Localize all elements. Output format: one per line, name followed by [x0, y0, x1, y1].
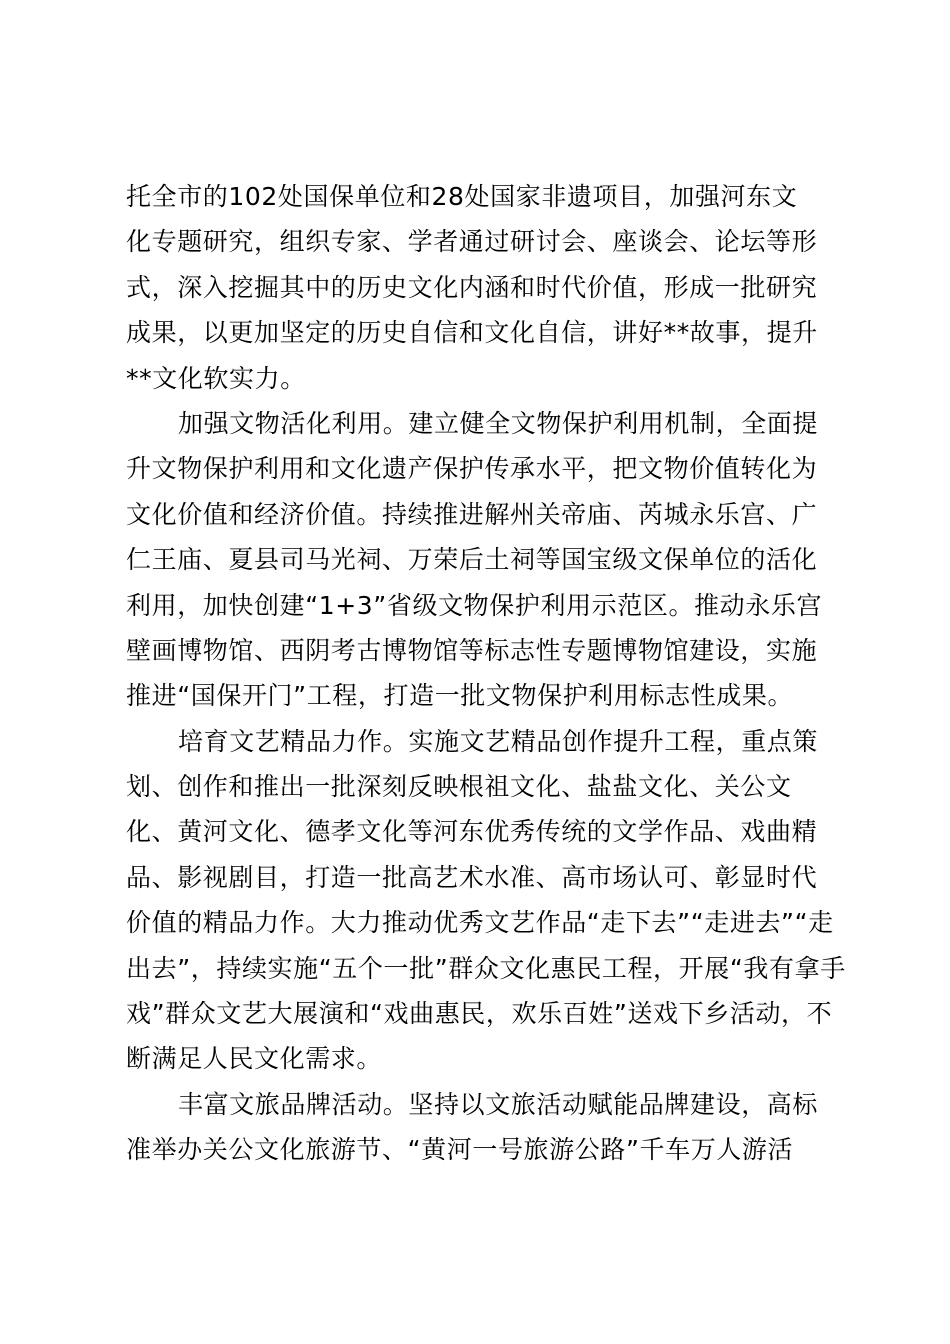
text-line: 升文物保护利用和文化遗产保护传承水平，把文物价值转化为 [126, 454, 818, 484]
paragraph-start-line: 加强文物活化利用。建立健全文物保护利用机制，全面提 [178, 408, 819, 438]
text-line: 文化价值和经济价值。持续推进解州关帝庙、芮城永乐宫、广 [126, 499, 818, 529]
text-line: 成果，以更加坚定的历史自信和文化自信，讲好**故事，提升 [126, 318, 818, 348]
paragraph-start-line: 培育文艺精品力作。实施文艺精品创作提升工程，重点策 [178, 726, 819, 756]
document-body [126, 174, 846, 1173]
text-line: 断满足人民文化需求。 [126, 1044, 383, 1074]
text-line: 品、影视剧目，打造一批高艺术水准、高市场认可、彰显时代 [126, 862, 818, 892]
text-line: 托全市的102处国保单位和28处国家非遗项目，加强河东文 [126, 182, 798, 211]
text-line: 价值的精品力作。大力推动优秀文艺作品“走下去”“走进去”“走 [126, 908, 834, 938]
text-line: 划、创作和推出一批深刻反映根祖文化、盐盐文化、关公文 [126, 772, 792, 802]
text-line: 准举办关公文化旅游节、“黄河一号旅游公路”千车万人游活 [126, 1135, 794, 1165]
text-line: 仁王庙、夏县司马光祠、万荣后土祠等国宝级文保单位的活化 [126, 545, 818, 575]
text-line: 出去”，持续实施“五个一批”群众文化惠民工程，开展“我有拿手 [126, 953, 846, 983]
text-line: **文化软实力。 [126, 363, 306, 393]
text-line: 利用，加快创建“1+3”省级文物保护利用示范区。推动永乐宫 [126, 590, 823, 620]
paragraph-start-line: 丰富文旅品牌活动。坚持以文旅活动赋能品牌建设，高标 [178, 1089, 819, 1119]
text-line: 壁画博物馆、西阴考古博物馆等标志性专题博物馆建设，实施 [126, 635, 818, 665]
text-line: 化专题研究，组织专家、学者通过研讨会、座谈会、论坛等形 [126, 227, 818, 257]
text-line: 推进“国保开门”工程，打造一批文物保护利用标志性成果。 [126, 681, 794, 711]
text-line: 式，深入挖掘其中的历史文化内涵和时代价值，形成一批研究 [126, 272, 818, 302]
text-line: 化、黄河文化、德孝文化等河东优秀传统的文学作品、戏曲精 [126, 817, 818, 847]
text-line: 戏”群众文艺大展演和“戏曲惠民，欢乐百姓”送戏下乡活动，不 [126, 999, 833, 1029]
